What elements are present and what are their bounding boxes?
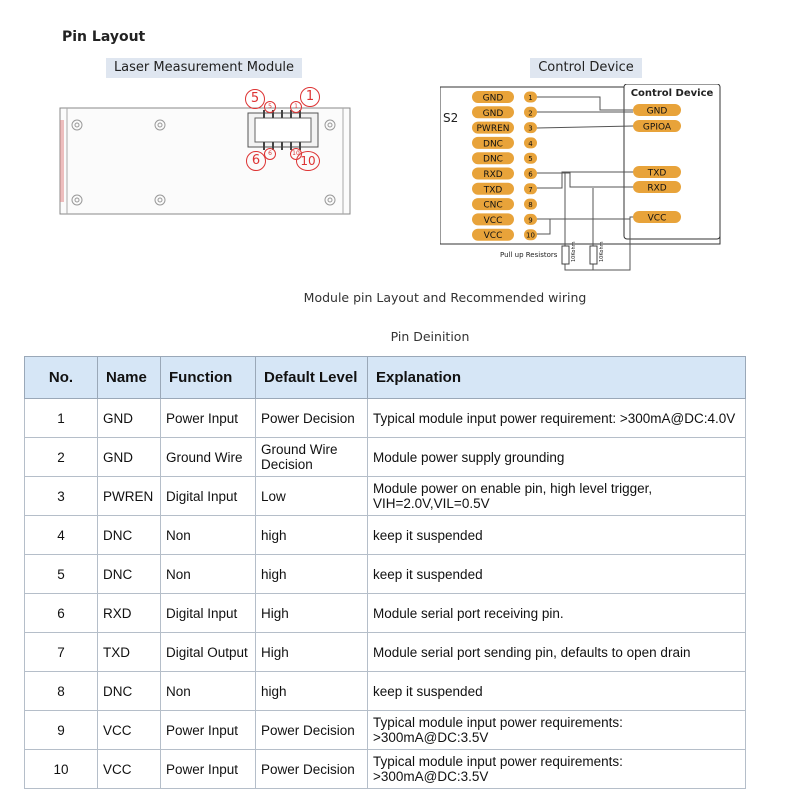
s2-label: S2 — [443, 111, 459, 125]
module-pin-name: VCC — [483, 215, 503, 226]
module-pin-name: PWREN — [476, 124, 510, 135]
wire — [537, 126, 633, 128]
module-pin-name: TXD — [483, 185, 503, 196]
cell-name: DNC — [98, 555, 161, 594]
wire — [537, 172, 633, 188]
cell-default-level: High — [256, 633, 368, 672]
small-pin-5: 5 — [264, 101, 276, 113]
header-explanation: Explanation — [368, 357, 746, 399]
module-pin-name: DNC — [483, 154, 503, 165]
table-row — [25, 399, 746, 438]
wire — [537, 173, 633, 187]
table-row — [25, 516, 746, 555]
cell-name: VCC — [98, 750, 161, 789]
cell-function: Ground Wire — [161, 438, 256, 477]
table-row — [25, 633, 746, 672]
control-device-label: Control Device — [530, 58, 642, 78]
table-row — [25, 555, 746, 594]
module-pin-number: 8 — [528, 201, 533, 210]
wire — [537, 217, 633, 219]
module-pin-name: DNC — [483, 139, 503, 150]
cell-no: 4 — [25, 516, 98, 555]
cell-function: Power Input — [161, 711, 256, 750]
cell-explanation: Typical module input power requirements: >300mA@DC:3.5V — [368, 750, 746, 789]
cell-default-level: Power Decision — [256, 399, 368, 438]
cell-no: 6 — [25, 594, 98, 633]
small-pin-1: 1 — [290, 101, 302, 113]
cell-function: Power Input — [161, 399, 256, 438]
resistor-label-2: 10Kohm — [599, 241, 605, 262]
cell-function: Non — [161, 516, 256, 555]
cell-name: PWREN — [98, 477, 161, 516]
cell-default-level: high — [256, 672, 368, 711]
cell-default-level: Power Decision — [256, 750, 368, 789]
cell-explanation: Typical module input power requirement: >300mA@DC:4.0V — [368, 399, 746, 438]
cell-name: VCC — [98, 711, 161, 750]
cell-default-level: Power Decision — [256, 711, 368, 750]
pin-definition-table — [24, 356, 746, 789]
section-heading: Pin Layout — [62, 29, 146, 45]
wiring-diagram — [440, 84, 730, 274]
pin-label-5: 5 — [245, 89, 265, 109]
cell-name: DNC — [98, 672, 161, 711]
module-pin-number: 2 — [528, 109, 533, 118]
cell-no: 3 — [25, 477, 98, 516]
pullup-label: Pull up Resistors — [500, 251, 558, 259]
module-pin-number: 1 — [528, 94, 533, 102]
module-pin-name: GND — [482, 108, 504, 119]
cell-no: 2 — [25, 438, 98, 477]
cell-explanation: Module power on enable pin, high level trigger, VIH=2.0V,VIL=0.5V — [368, 477, 746, 516]
cell-no: 9 — [25, 711, 98, 750]
table-row — [25, 672, 746, 711]
table-row — [25, 438, 746, 477]
cell-name: RXD — [98, 594, 161, 633]
cell-name: GND — [98, 399, 161, 438]
table-caption: Pin Deinition — [390, 329, 470, 344]
small-pin-10: 10 — [290, 148, 302, 160]
pin-label-1: 1 — [300, 87, 320, 107]
cell-no: 10 — [25, 750, 98, 789]
cell-no: 1 — [25, 399, 98, 438]
cell-name: DNC — [98, 516, 161, 555]
cell-explanation: keep it suspended — [368, 516, 746, 555]
cell-explanation: Module serial port receiving pin. — [368, 594, 746, 633]
cell-no: 5 — [25, 555, 98, 594]
cell-default-level: Ground Wire Decision — [256, 438, 368, 477]
module-pin-number: 3 — [528, 124, 533, 133]
header-default-level: Default Level — [256, 357, 368, 399]
device-pin-name: TXD — [647, 168, 667, 179]
cell-function: Power Input — [161, 750, 256, 789]
device-pin-name: VCC — [647, 213, 667, 224]
cell-function: Digital Input — [161, 594, 256, 633]
cell-function: Digital Input — [161, 477, 256, 516]
module-pin-number: 6 — [528, 170, 533, 179]
cell-default-level: Low — [256, 477, 368, 516]
cell-explanation: Typical module input power requirements: >300mA@DC:3.5V — [368, 711, 746, 750]
small-pin-6: 6 — [264, 148, 276, 160]
header-name: Name — [98, 357, 161, 399]
header-no: No. — [25, 357, 98, 399]
cell-explanation: Module serial port sending pin, defaults to open drain — [368, 633, 746, 672]
resistor-label-1: 10Kohm — [571, 241, 577, 262]
pin-label-10: 10 — [296, 151, 320, 171]
pin-label-6: 6 — [246, 151, 266, 171]
module-pin-name: CNC — [483, 200, 503, 211]
cell-function: Non — [161, 672, 256, 711]
wire — [537, 97, 633, 110]
cell-function: Digital Output — [161, 633, 256, 672]
cell-name: GND — [98, 438, 161, 477]
module-pin-name: GND — [482, 93, 504, 104]
table-row — [25, 750, 746, 789]
cell-name: TXD — [98, 633, 161, 672]
table-header-row — [25, 357, 746, 399]
cell-function: Non — [161, 555, 256, 594]
table-row — [25, 594, 746, 633]
table-row — [25, 477, 746, 516]
device-pin-name: GND — [646, 106, 668, 117]
wire — [537, 219, 550, 234]
module-pin-number: 5 — [528, 155, 533, 164]
device-pin-name: GPIOA — [642, 122, 672, 133]
module-pin-name: VCC — [483, 231, 503, 242]
cell-explanation: keep it suspended — [368, 555, 746, 594]
header-function: Function — [161, 357, 256, 399]
module-pin-number: 7 — [528, 185, 533, 194]
cell-default-level: High — [256, 594, 368, 633]
device-pin-name: RXD — [647, 183, 667, 194]
module-pin-number: 4 — [528, 139, 533, 148]
cell-explanation: keep it suspended — [368, 672, 746, 711]
cell-explanation: Module power supply grounding — [368, 438, 746, 477]
device-title: Control Device — [630, 88, 714, 99]
module-pin-name: RXD — [483, 170, 503, 180]
cell-no: 7 — [25, 633, 98, 672]
diagram-caption: Module pin Layout and Recommended wiring — [303, 290, 587, 305]
cell-no: 8 — [25, 672, 98, 711]
cell-default-level: high — [256, 516, 368, 555]
cell-default-level: high — [256, 555, 368, 594]
module-label: Laser Measurement Module — [106, 58, 302, 78]
module-pin-number: 9 — [528, 216, 533, 225]
module-pin-number: 10 — [526, 231, 535, 240]
table-row — [25, 711, 746, 750]
